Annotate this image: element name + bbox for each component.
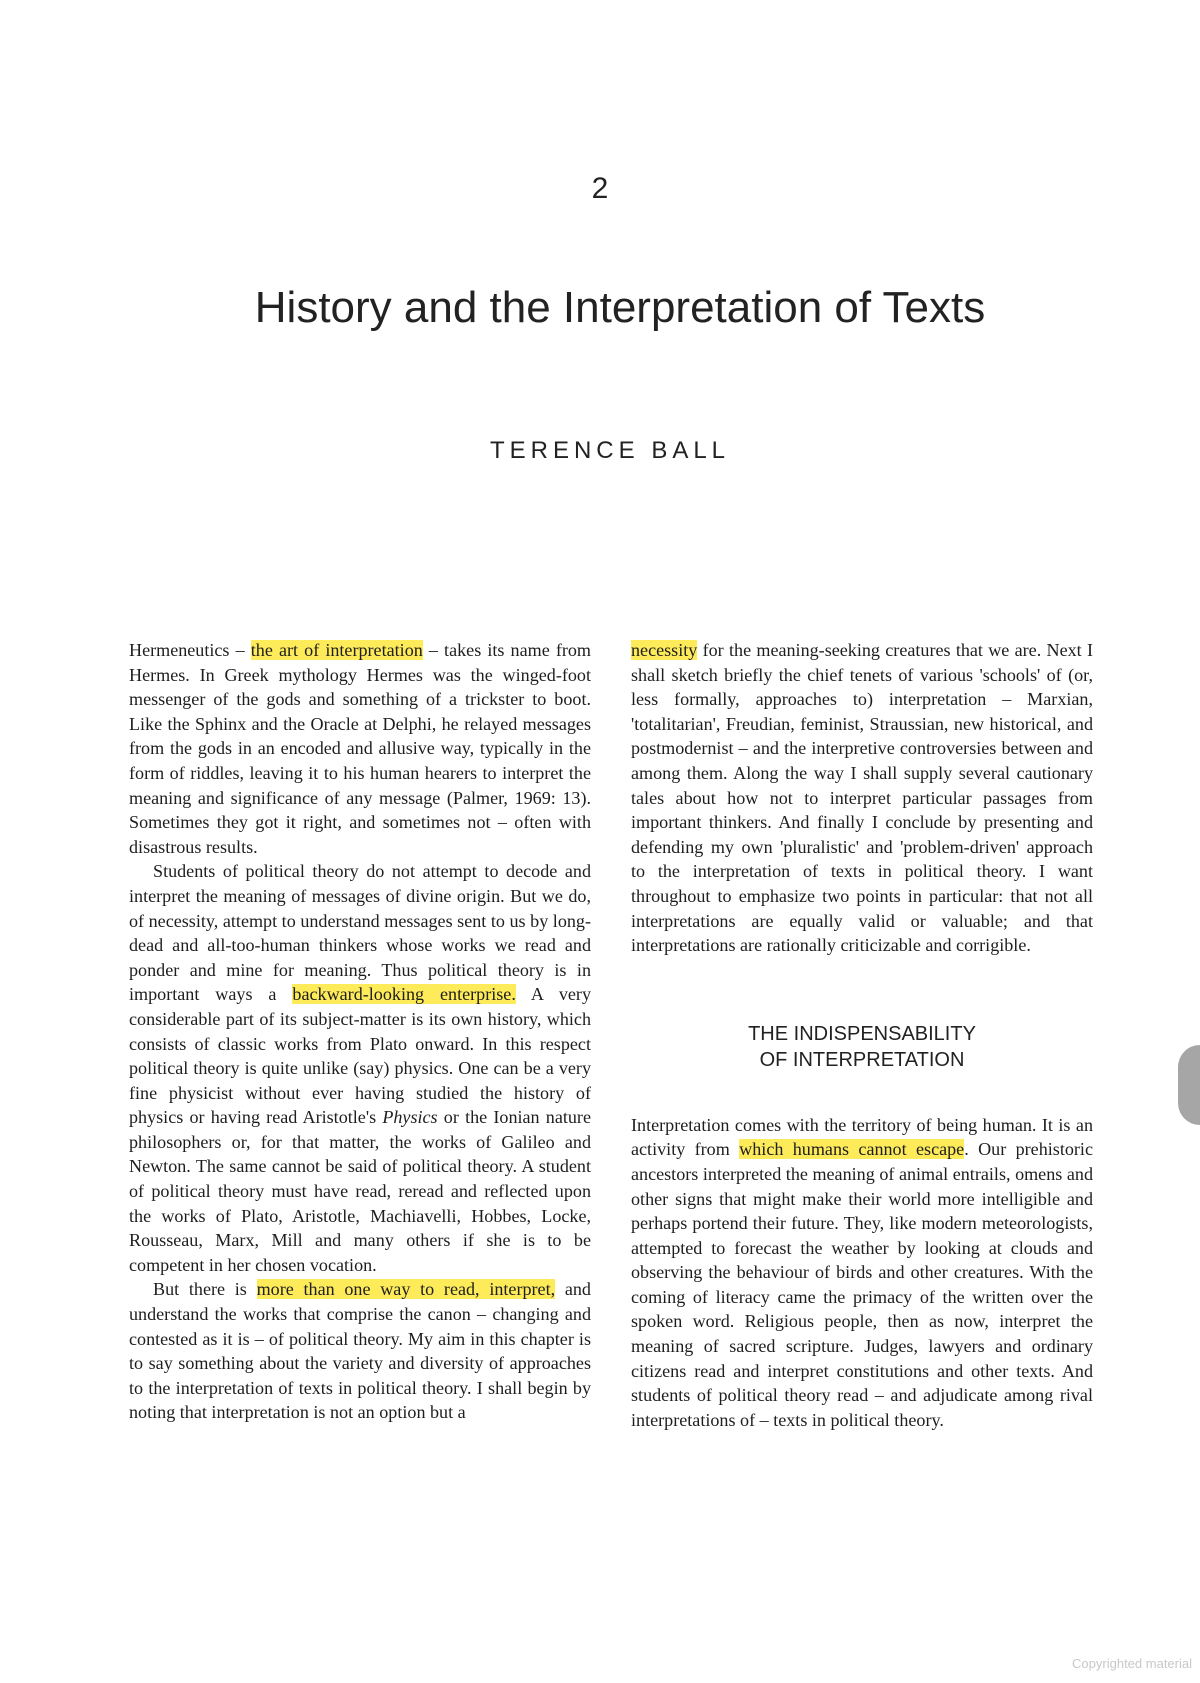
paragraph-text: . Our prehistoric ancestors interpreted the meaning of animal entrails, omens and other signs that might make their world more intelligible and perhaps portend their future. They, like modern meteorologists, attempted to forecast the weather by looking at clouds and observing the behaviour of birds and other creatures. With the coming of literacy came the primacy of the written over the spoken word. Religious people, then as now, interpret the meaning of sacred scripture. Judges, lawyers and ordinary citizens read and interpret constitutions and other texts. And students of political theory read – and adjudicate among rival interpretations of – texts in political theory. [631, 1139, 1093, 1430]
section-heading-line: THE INDISPENSABILITY [748, 1022, 976, 1045]
chapter-author: TERENCE BALL [489, 437, 731, 464]
highlighted-text[interactable]: which humans cannot escape [739, 1139, 965, 1160]
page-turn-tab[interactable] [1178, 1045, 1200, 1125]
paragraph-hermeneutics [129, 638, 591, 859]
paragraph-text: Hermeneutics – [129, 640, 251, 660]
paragraph-interpretation-human [631, 1113, 1093, 1433]
paragraph-text: A very considerable part of its subject-matter is its own history, which consists of classic works from Plato onward. In this respect political theory is quite unlike (say) physics. One can be a very fine physicist without ever having studied the history of physics or having read Aristotle's [129, 984, 591, 1128]
chapter-title: History and the Interpretation of Texts [254, 283, 986, 332]
chapter-number: 2 [591, 172, 609, 205]
left-text-column [129, 638, 591, 1425]
highlighted-text[interactable]: necessity [631, 640, 698, 660]
paragraph-more-than-one-way [129, 1277, 591, 1425]
highlighted-text[interactable]: backward-looking enterprise. [292, 984, 516, 1005]
paragraph-necessity [631, 638, 1093, 958]
paragraph-text: and understand the works that comprise the canon – changing and contested as it is – of political theory. My aim in this chapter is to say something about the variety and diversity of approaches to the interpretation of texts in political theory. I shall begin by noting that interpretation is not an option but a [129, 1279, 591, 1423]
paragraph-text: Interpretation comes with the territory of being human. It is an activity from [631, 1114, 1093, 1160]
copyright-notice: Copyrighted material [1072, 1656, 1192, 1671]
paragraph-text: or the Ionian nature philosophers or, for that matter, the works of Galileo and Newton. The same cannot be said of political theory. A student of political theory must have read, reread and reflected upon the works of Plato, Aristotle, Machiavelli, Hobbes, Locke, Rousseau, Marx, Mill and many others if she is to be competent in her chosen vocation. [129, 1107, 591, 1275]
paragraph-text: – takes its name from Hermes. In Greek mythology Hermes was the winged-foot messenger of the gods and something of a trickster to boot. Like the Sphinx and the Oracle at Delphi, he relayed messages from the gods in an encoded and allusive way, typically in the form of riddles, leaving it to his human hearers to interpret the meaning and significance of any message (Palmer, 1969: 13). Sometimes they got it right, and sometimes not – often with disastrous results. [129, 640, 592, 857]
right-text-column [631, 638, 1093, 1432]
paragraph-students [129, 859, 591, 1277]
paragraph-text: for the meaning-seeking creatures that we are. Next I shall sketch briefly the chief tenets of various 'schools' of (or, less formally, approaches to) interpretation – Marxian, 'totalitarian', Freudian, feminist, Straussian, new historical, and postmodernist – and the interpretive controversies between and among them. Along the way I shall supply several cautionary tales about how not to interpret particular passages from important thinkers. And finally I conclude by presenting and defending my own 'pluralistic' and 'problem-driven' approach to the interpretation of texts in political theory. I want throughout to emphasize two points in particular: that not all interpretations are equally valid or valuable; and that interpretations are rationally criticizable and corrigible. [631, 640, 1093, 956]
italic-title: Physics [382, 1107, 438, 1128]
section-heading [631, 1021, 1093, 1073]
paragraph-text: Students of political theory do not attempt to decode and interpret the meaning of messages of divine origin. But we do, of necessity, attempt to understand messages sent to us by long-dead and all-too-human thinkers whose works we read and ponder and mine for meaning. Thus political theory is in important ways a [129, 861, 591, 1005]
highlighted-text[interactable]: more than one way to read, interpret, [256, 1279, 556, 1300]
paragraph-text: But there is [153, 1279, 257, 1300]
highlighted-text[interactable]: the art of interpretation [250, 640, 423, 660]
section-heading-line: OF INTERPRETATION [759, 1048, 965, 1071]
